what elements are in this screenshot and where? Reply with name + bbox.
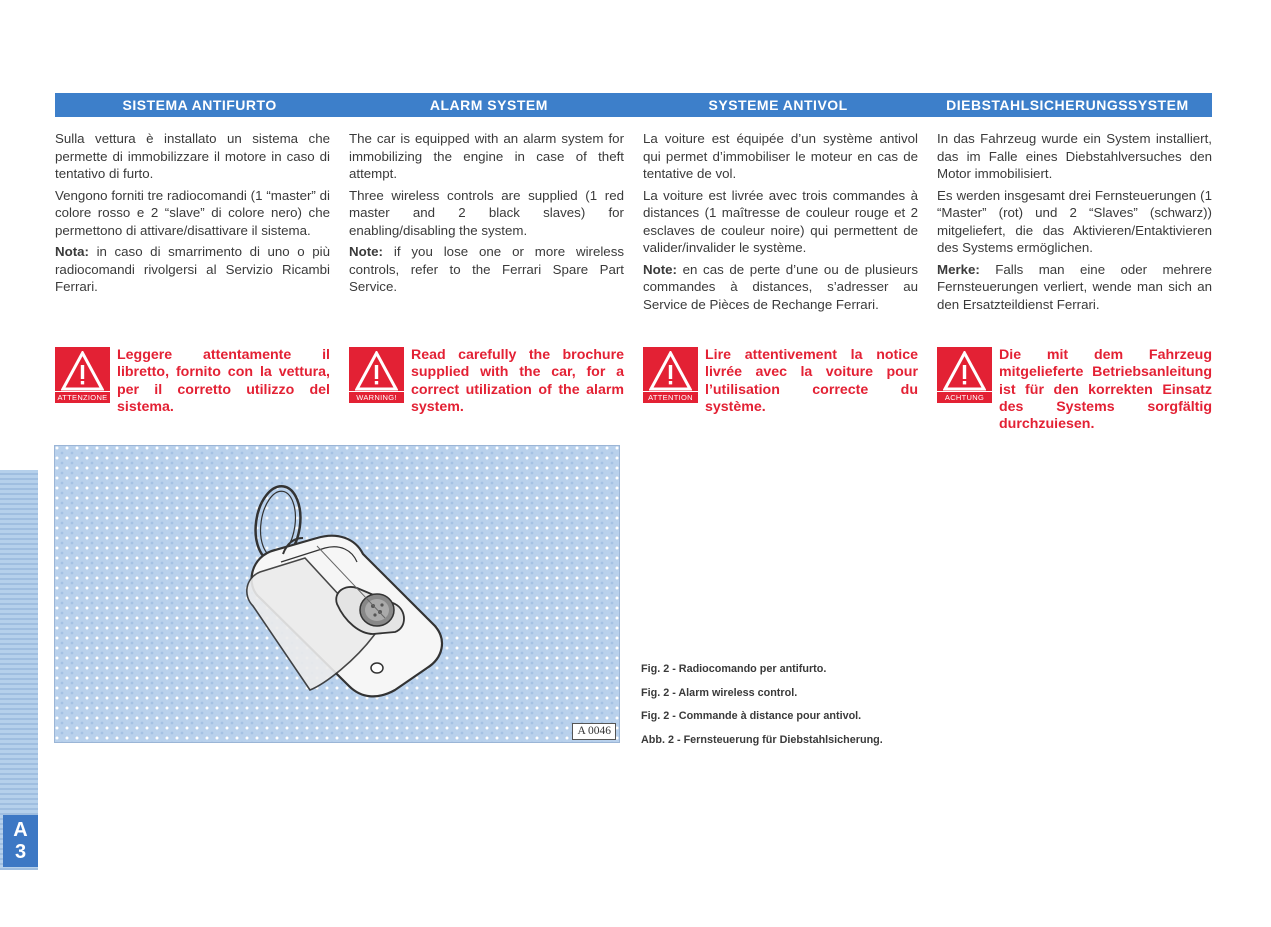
note-text: en cas de perte d’une ou de plusieurs commandes à distances, s’adresser au Service de Pièces de Rechange Ferrari. (643, 261, 918, 312)
note-label: Merke: (937, 261, 980, 277)
note-label: Note: (349, 244, 383, 259)
note-label: Note: (643, 261, 677, 277)
section-header-bar (55, 93, 1212, 117)
header-french: SYSTEME ANTIVOL (708, 97, 848, 113)
note-paragraph (349, 243, 624, 296)
controls-paragraph: Three wireless controls are supplied (1 red master and 2 black slaves) for enabling/disabling the system. (349, 187, 624, 238)
controls-paragraph: Vengono forniti tre radiocomandi (1 “master” di colore rosso e 2 “slave” di colore nero) che permettono di attivare/disattivare il sistema. (55, 187, 330, 238)
warning-text: Die mit dem Fahrzeug mitgelieferte Betriebsanleitung ist für den korrekten Einsatz des Systems sorgfältig durchzuiesen. (999, 347, 1212, 433)
warning-label: ATTENTION (643, 391, 698, 403)
note-label: Nota: (55, 244, 89, 259)
warning-italian (55, 347, 330, 427)
section-letter: A (13, 819, 28, 841)
remote-fob-body (247, 536, 442, 697)
note-text: if you lose one or more wireless controls, refer to the Ferrari Spare Part Service. (349, 244, 624, 294)
warning-text: Leggere attentamente il libretto, fornito con la vettura, per il corretto utilizzo del sistema. (117, 347, 330, 415)
side-decoration-strip (0, 470, 38, 870)
intro-paragraph: La voiture est équipée d’un système antivol qui permet d’immobiliser le moteur en cas de tentative de vol. (643, 131, 918, 181)
remote-control-figure (54, 445, 620, 743)
note-paragraph (937, 261, 1212, 314)
warning-text: Lire attentivement la notice livrée avec la voiture pour l’utilisation correcte du système. (705, 347, 918, 415)
intro-paragraph: In das Fahrzeug wurde ein System installiert, das im Falle eines Diebstahlversuches den Motor immobilisiert. (937, 131, 1212, 181)
figure-captions (641, 662, 941, 756)
caption-french: Fig. 2 - Commande à distance pour antivol. (641, 710, 862, 723)
controls-paragraph: La voiture est livrée avec trois commandes à distances (1 maîtresse de couleur rouge et 2 esclaves de couleur noire) qui permettent de valider/invalider le système. (643, 187, 918, 255)
note-text: Falls man eine oder mehrere Fernsteuerungen verliert, wende man sich an den Ersatzteildienst Ferrari. (937, 261, 1212, 312)
warning-text: Read carefully the brochure supplied with the car, for a correct utilization of the alarm system. (411, 347, 624, 415)
figure-code-label: A 0046 (572, 723, 616, 740)
page-number: 3 (14, 841, 27, 863)
warning-german (937, 347, 1212, 433)
warning-label: ACHTUNG (937, 391, 992, 403)
note-paragraph (643, 261, 918, 314)
warning-label: WARNING! (349, 391, 404, 403)
key-fob-illustration (55, 446, 620, 743)
warning-french (643, 347, 918, 427)
controls-paragraph: Es werden insgesamt drei Fernsteuerungen (1 “Master” (rot) und 2 “Slaves” (schwarz)) mitgeliefert, die das Aktivieren/Entaktivieren des Systems ermöglichen. (937, 187, 1212, 255)
header-german: DIEBSTAHLSICHERUNGSSYSTEM (946, 97, 1189, 113)
header-english: ALARM SYSTEM (429, 97, 548, 113)
column-english (349, 130, 624, 300)
warning-label: ATTENZIONE (55, 391, 110, 403)
note-paragraph (55, 243, 330, 296)
warning-english (349, 347, 624, 427)
intro-paragraph: Sulla vettura è installato un sistema che permette di immobilizzare il motore in caso di tentativo di furto. (55, 131, 330, 181)
header-italian: SISTEMA ANTIFURTO (122, 97, 277, 113)
column-german (937, 130, 1212, 317)
caption-italian: Fig. 2 - Radiocomando per antifurto. (641, 663, 827, 675)
caption-german: Abb. 2 - Fernsteuerung für Diebstahlsicherung. (641, 733, 883, 746)
column-french (643, 130, 918, 317)
column-italian (55, 130, 330, 300)
note-text: in caso di smarrimento di uno o più radiocomandi rivolgersi al Servizio Ricambi Ferrari. (55, 244, 330, 294)
section-page-tab (3, 815, 38, 867)
intro-paragraph: The car is equipped with an alarm system for immobilizing the engine in case of theft attempt. (349, 131, 624, 181)
caption-english: Fig. 2 - Alarm wireless control. (641, 686, 798, 699)
